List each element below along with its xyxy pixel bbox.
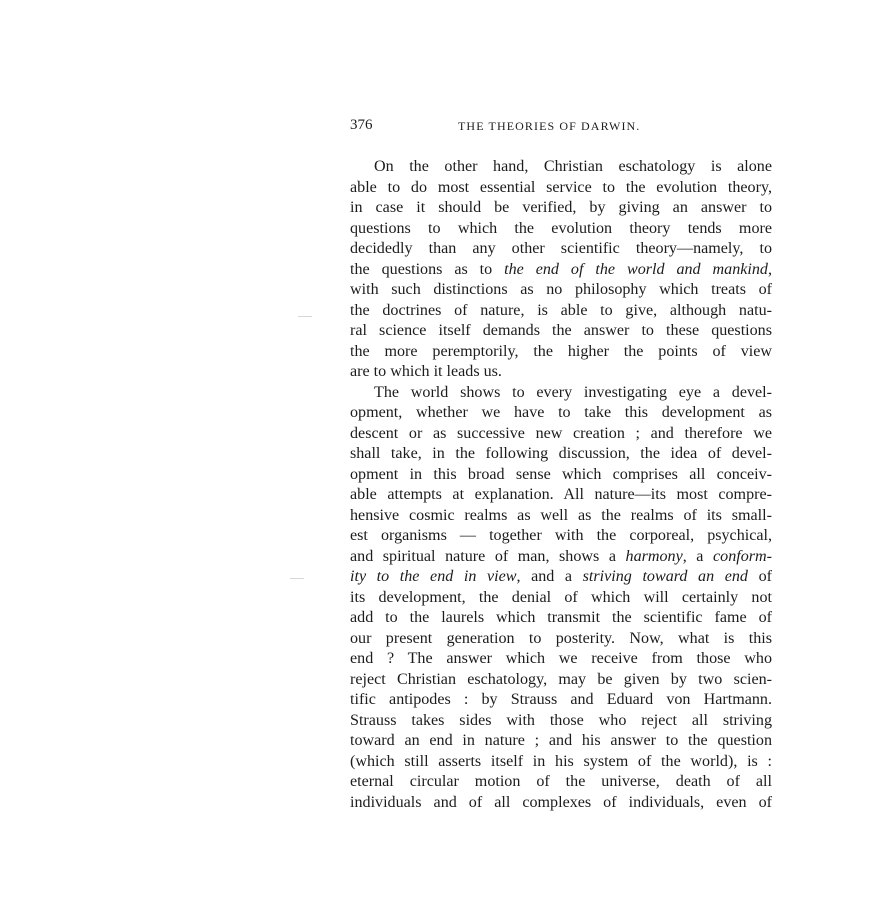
text-segment: and spiritual nature of man, shows a xyxy=(350,547,626,565)
running-head xyxy=(350,117,772,139)
text-line: (which still asserts itself in his system of the world), is : xyxy=(350,752,772,770)
text-line: end ? The answer which we receive from those who xyxy=(350,650,772,667)
text-line: with such distinctions as no philosophy which treats of xyxy=(350,281,772,298)
italic-phrase: conform- xyxy=(713,547,772,565)
italic-phrase: ity to the end in view xyxy=(350,568,517,585)
text-segment: , and a xyxy=(516,568,583,585)
text-line: individuals and of all complexes of individuals, even of xyxy=(350,793,772,811)
text-segment: of xyxy=(747,568,772,585)
text-segment: , a xyxy=(682,547,713,565)
body-text xyxy=(350,157,772,813)
text-line: able to do most essential service to the evolution theory, xyxy=(350,178,772,196)
margin-mark xyxy=(298,316,312,317)
text-line: reject Christian eschatology, may be given by two scien- xyxy=(350,670,772,688)
text-line: ral science itself demands the answer to these questions xyxy=(350,322,772,339)
text-line: tific antipodes : by Strauss and Eduard von Hartmann. xyxy=(350,691,772,708)
text-segment: , xyxy=(767,260,772,278)
text-line xyxy=(350,567,772,588)
text-line: in case it should be verified, by giving an answer to xyxy=(350,199,772,216)
text-line: shall take, in the following discussion, the idea of devel- xyxy=(350,445,772,462)
page-number: 376 xyxy=(350,117,373,133)
text-line xyxy=(350,260,772,281)
text-line: able attempts at explanation. All nature—its most compre- xyxy=(350,486,772,503)
italic-phrase: striving toward an end xyxy=(582,568,748,585)
text-line: opment, whether we have to take this development as xyxy=(350,404,772,421)
text-line: est organisms — together with the corporeal, psychical, xyxy=(350,527,772,544)
text-line: add to the laurels which transmit the scientific fame of xyxy=(350,609,772,626)
italic-phrase: harmony xyxy=(625,547,683,565)
italic-phrase: the end of the world and mankind xyxy=(504,260,768,278)
margin-mark xyxy=(290,578,304,579)
text-line: its development, the denial of which will certainly not xyxy=(350,588,772,606)
text-line: questions to which the evolution theory tends more xyxy=(350,219,772,237)
text-line: the doctrines of nature, is able to give, although natu- xyxy=(350,301,772,319)
text-line: the more peremptorily, the higher the points of view xyxy=(350,342,772,360)
text-line: On the other hand, Christian eschatology is alone xyxy=(374,158,772,175)
text-line: hensive cosmic realms as well as the realms of its small- xyxy=(350,506,772,524)
text-line xyxy=(350,547,772,568)
book-page xyxy=(350,117,772,813)
running-title: THE THEORIES OF DARWIN. xyxy=(458,119,641,133)
text-line: are to which it leads us. xyxy=(350,363,502,380)
text-segment: the questions as to xyxy=(350,260,505,278)
text-line: opment in this broad sense which comprises all conceiv- xyxy=(350,465,772,483)
text-line: descent or as successive new creation ; and therefore we xyxy=(350,424,772,442)
text-line: toward an end in nature ; and his answer to the question xyxy=(350,732,772,749)
text-line: our present generation to posterity. Now, what is this xyxy=(350,629,772,647)
text-line: The world shows to every investigating eye a devel- xyxy=(374,383,772,401)
text-line: decidedly than any other scientific theory—namely, to xyxy=(350,240,772,257)
text-line: Strauss takes sides with those who reject all striving xyxy=(350,711,772,729)
text-line: eternal circular motion of the universe, death of all xyxy=(350,773,772,790)
